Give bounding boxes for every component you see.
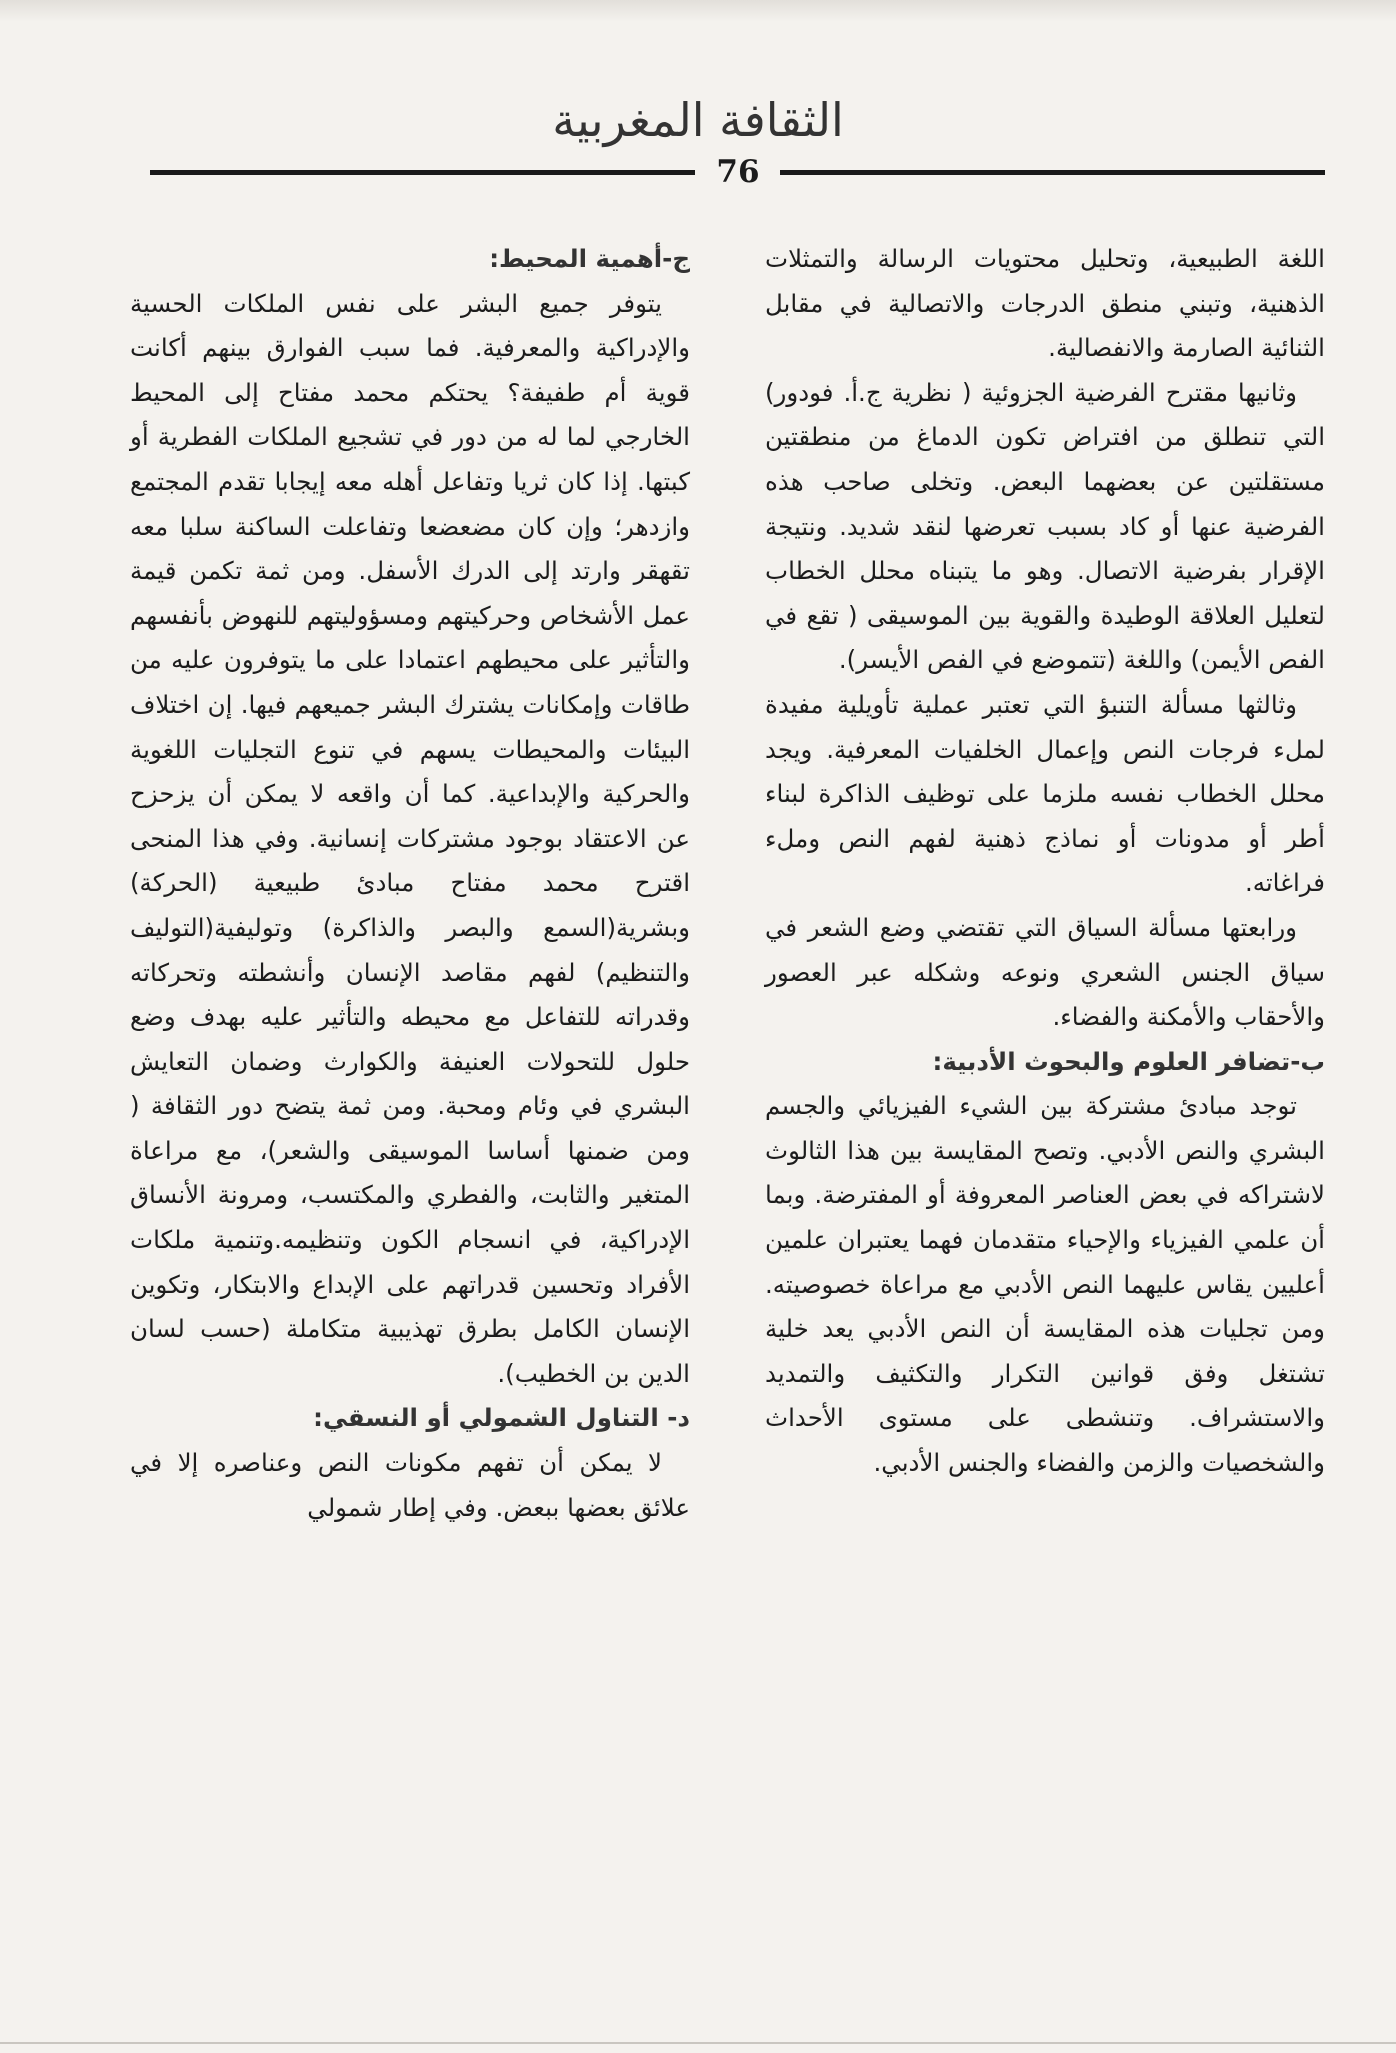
right-paragraph-2: وثانيها مقترح الفرضية الجزوئية ( نظرية ج.أ. فودور) التي تنطلق من افتراض تكون الدماغ من منطقتين مستقلتين عن بعضهما البعض. وتخلى صاحب هذه الفرضية عنها أو كاد بسبب تعرضها لنقد شديد. ونتيجة الإقرار بفرضية الاتصال. وهو ما يتبناه محلل الخطاب لتعليل العلاقة الوطيدة والقوية بين الموسيقى ( تقع في الفص الأيمن) واللغة (تتموضع في الفص الأيسر). [765, 377, 1325, 675]
section-heading-d: د- التناول الشمولي أو النسقي: [313, 1403, 690, 1433]
page-bottom-edge [0, 2042, 1396, 2044]
right-paragraph-3: وثالثها مسألة التنبؤ التي تعتبر عملية تأويلية مفيدة لملء فرجات النص وإعمال الخلفيات المعرفية. ويجد محلل الخطاب نفسه ملزما على توظيف الذاكرة لبناء أطر أو مدونات أو نماذج ذهنية لفهم النص وملء فراغاته. [765, 689, 1325, 898]
header-rule-left [150, 170, 695, 175]
left-paragraph-1: يتوفر جميع البشر على نفس الملكات الحسية والإدراكية والمعرفية. فما سبب الفوارق بينهم أكانت قوية أم طفيفة؟ يحتكم محمد مفتاح إلى المحيط الخارجي لما له من دور في تشجيع الملكات الفطرية أو كبتها. إذا كان ثريا وتفاعل أهله معه إيجابا تقدم المجتمع وازدهر؛ وإن كان مضعضعا وتفاعلت الساكنة سلبا معه تقهقر وارتد إلى الدرك الأسفل. ومن ثمة تكمن قيمة عمل الأشخاص وحركيتهم ومسؤوليتهم للنهوض بأنفسهم والتأثير على محيطهم اعتمادا على ما يتوفرون عليه من طاقات وإمكانات يشترك البشر جميعهم فيها. إن اختلاف البيئات والمحيطات يسهم في تنوع التجليات اللغوية والحركية والإبداعية. كما أن واقعه لا يمكن أن يزحزح عن الاعتقاد بوجود مشتركات إنسانية. وفي هذا المنحى اقترح محمد مفتاح مبادئ طبيعية (الحركة) وبشرية(السمع والبصر والذاكرة) وتوليفية(التوليف والتنظيم) لفهم مقاصد الإنسان وأنشطته وتحركاته وقدراته للتفاعل مع محيطه والتأثير عليه بهدف وضع حلول للتحولات العنيفة والكوارث وضمان التعايش البشري في وئام ومحبة. ومن ثمة يتضح دور الثقافة ( ومن ضمنها أساسا الموسيقى والشعر)، مع مراعاة المتغير والثابت، والفطري والمكتسب، ومرونة الأنساق الإدراكية، في انسجام الكون وتنظيمه.وتنمية ملكات الأفراد وتحسين قدراتهم على الإبداع والابتكار، وتكوين الإنسان الكامل بطرق تهذيبية متكاملة (حسب لسان الدين بن الخطيب). [130, 288, 690, 1388]
right-paragraph-1: اللغة الطبيعية، وتحليل محتويات الرسالة والتمثلات الذهنية، وتبني منطق الدرجات والاتصالية في مقابل الثنائية الصارمة والانفصالية. [765, 244, 1325, 363]
right-paragraph-4: ورابعتها مسألة السياق التي تقتضي وضع الشعر في سياق الجنس الشعري ونوعه وشكله عبر العصور والأحقاب والأمكنة والفضاء. [765, 912, 1325, 1032]
left-paragraph-2: لا يمكن أن تفهم مكونات النص وعناصره إلا في علائق بعضها ببعض. وفي إطار شمولي [130, 1448, 690, 1522]
journal-title: الثقافة المغربية [552, 93, 844, 147]
right-column [765, 237, 1325, 1486]
left-column [130, 237, 690, 1530]
header-rule-right [780, 170, 1325, 175]
right-paragraph-5: توجد مبادئ مشتركة بين الشيء الفيزيائي والجسم البشري والنص الأدبي. وتصح المقايسة بين هذا الثالوث لاشتراكه في بعض العناصر المعروفة أو المفترضة. وبما أن علمي الفيزياء والإحياء متقدمان فهما يعتبران علمين أعليين يقاس عليهما النص الأدبي مع مراعاة خصوصيته. ومن تجليات هذه المقايسة أن النص الأدبي يعد خلية تشتغل وفق قوانين التكرار والتكثيف والتمديد والاستشراف. وتنشطى على مستوى الأحداث والشخصيات والزمن والفضاء والجنس الأدبي. [765, 1091, 1325, 1478]
section-heading-b: ب-تضافر العلوم والبحوث الأدبية: [932, 1046, 1325, 1076]
page-top-shadow [0, 0, 1396, 22]
section-heading-c: ج-أهمية المحيط: [489, 244, 690, 273]
page-number: 76 [716, 154, 760, 190]
